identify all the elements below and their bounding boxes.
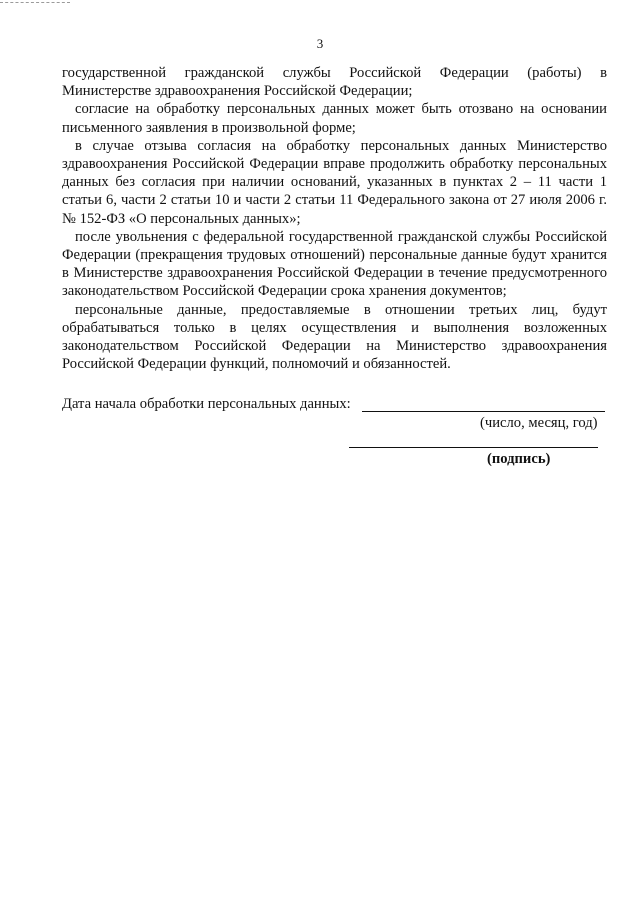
consent-text (62, 64, 607, 373)
date-field (62, 396, 607, 416)
date-blank-line (362, 411, 605, 412)
scan-edge-mark (0, 2, 70, 3)
page-number: 3 (316, 36, 324, 51)
paragraph-third-parties: персональные данные, предоставляемые в отношении третьих лиц, будут обрабатываться только в целях осуществления и выполнения возложенных законодательством Российской Федерации на Министерство здравоохранения Российской Федерации функций, полномочий и обязанностей. (62, 301, 607, 373)
paragraph-retention: после увольнения с федеральной государственной гражданской службы Российской Федерации (прекращения трудовых отношений) персональные данные будут хранится в Министерстве здравоохранения Российской Федерации в течение предусмотренного законодательством Российской Федерации срока хранения документов; (62, 228, 607, 300)
signature-blank-line (349, 447, 598, 448)
date-field-label: Дата начала обработки персональных данных: (62, 396, 351, 412)
paragraph-withdrawal: согласие на обработку персональных данных может быть отозвано на основании письменного заявления в произвольной форме; (62, 101, 607, 136)
paragraph-withdrawal-consequences: в случае отзыва согласия на обработку персональных данных Министерство здравоохранения Российской Федерации вправе продолжить обработку персональных данных без согласия при наличии оснований, указанных в пунктах 2 – 11 части 1 статьи 6, части 2 статьи 10 и части 2 статьи 11 Федерального закона от 27 июля 2006 г. № 152-ФЗ «О персональных данных»; (62, 137, 607, 227)
signature-caption: (подпись) (487, 451, 551, 467)
paragraph-service-scope: государственной гражданской службы Российской Федерации (работы) в Министерстве здравоохранения Российской Федерации; (62, 65, 607, 100)
date-field-caption: (число, месяц, год) (480, 415, 598, 431)
